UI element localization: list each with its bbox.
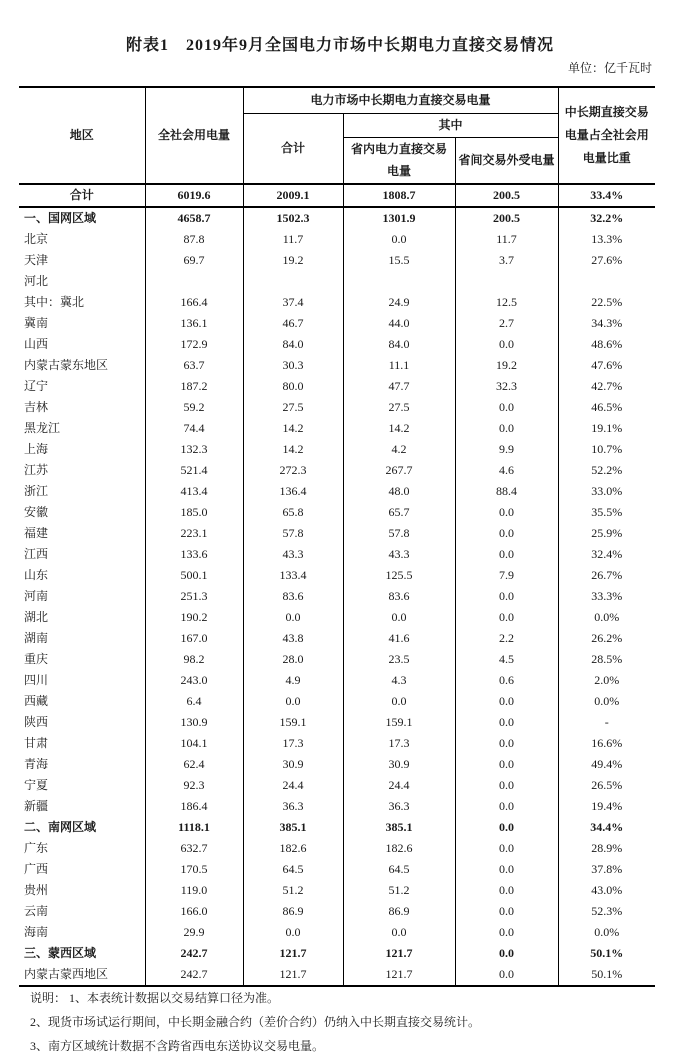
value-cell: 35.5% — [558, 502, 655, 523]
table-row — [19, 817, 655, 838]
note-line-1: 说明： 1、本表统计数据以交易结算口径为准。 — [30, 991, 280, 1005]
value-cell: 136.4 — [243, 481, 343, 502]
value-cell: 0.0 — [455, 334, 558, 355]
value-cell: 10.7% — [558, 439, 655, 460]
value-cell: 0.0% — [558, 691, 655, 712]
value-cell: 0.0 — [455, 775, 558, 796]
value-cell: 4.6 — [455, 460, 558, 481]
value-cell: 27.6% — [558, 250, 655, 271]
value-cell: 0.0 — [455, 712, 558, 733]
value-cell: 84.0 — [343, 334, 455, 355]
value-cell: 19.4% — [558, 796, 655, 817]
value-cell: 242.7 — [145, 964, 243, 986]
value-cell: 51.2 — [243, 880, 343, 901]
region-cell: 海南 — [24, 925, 49, 940]
value-cell: 187.2 — [145, 376, 243, 397]
value-cell: 132.3 — [145, 439, 243, 460]
value-cell: 0.0 — [243, 691, 343, 712]
region-cell: 重庆 — [24, 652, 49, 667]
value-cell: 41.6 — [343, 628, 455, 649]
value-cell — [558, 271, 655, 292]
value-cell: 200.5 — [455, 207, 558, 229]
table-row — [19, 628, 655, 649]
value-cell: 15.5 — [343, 250, 455, 271]
table-row — [19, 334, 655, 355]
value-cell: 28.0 — [243, 649, 343, 670]
value-cell: 0.0 — [455, 733, 558, 754]
value-cell: 24.9 — [343, 292, 455, 313]
value-cell: 104.1 — [145, 733, 243, 754]
value-cell: 521.4 — [145, 460, 243, 481]
region-cell: 宁夏 — [24, 778, 49, 793]
value-cell — [145, 271, 243, 292]
table-row — [19, 523, 655, 544]
value-cell: 385.1 — [343, 817, 455, 838]
value-cell: 167.0 — [145, 628, 243, 649]
header-row-1 — [19, 87, 655, 113]
value-cell: 65.7 — [343, 502, 455, 523]
value-cell: 0.0 — [243, 607, 343, 628]
value-cell: 17.3 — [343, 733, 455, 754]
value-cell: 28.5% — [558, 649, 655, 670]
value-cell: 0.0 — [455, 607, 558, 628]
value-cell: 4.2 — [343, 439, 455, 460]
value-cell: 243.0 — [145, 670, 243, 691]
value-cell: 34.3% — [558, 313, 655, 334]
value-cell: 32.3 — [455, 376, 558, 397]
value-cell: 24.4 — [343, 775, 455, 796]
value-cell: 0.6 — [455, 670, 558, 691]
value-cell: 119.0 — [145, 880, 243, 901]
page-title: 附表1 2019年9月全国电力市场中长期电力直接交易情况 — [125, 37, 554, 54]
value-cell: 83.6 — [243, 586, 343, 607]
value-cell: 63.7 — [145, 355, 243, 376]
value-cell: 1118.1 — [145, 817, 243, 838]
value-cell: 182.6 — [243, 838, 343, 859]
value-cell: 0.0 — [455, 418, 558, 439]
value-cell: 43.8 — [243, 628, 343, 649]
value-cell: 121.7 — [243, 943, 343, 964]
region-cell: 二、南网区域 — [24, 820, 97, 835]
value-cell: 0.0 — [343, 922, 455, 943]
value-cell: 500.1 — [145, 565, 243, 586]
table-row — [19, 376, 655, 397]
table-header — [19, 87, 655, 184]
region-cell: 湖北 — [24, 610, 49, 625]
value-cell: 64.5 — [343, 859, 455, 880]
table-row — [19, 502, 655, 523]
region-cell: 上海 — [24, 442, 49, 457]
value-cell: 4658.7 — [145, 207, 243, 229]
table-row — [19, 670, 655, 691]
value-cell: 185.0 — [145, 502, 243, 523]
header-ratio: 中长期直接交易电量占全社会用电量比重 — [558, 87, 655, 184]
value-cell: 86.9 — [243, 901, 343, 922]
value-cell: 4.5 — [455, 649, 558, 670]
region-cell: 其中：冀北 — [24, 295, 85, 310]
value-cell: 0.0 — [455, 817, 558, 838]
region-cell: 内蒙古蒙西地区 — [24, 967, 109, 982]
power-trade-table — [19, 86, 655, 987]
value-cell: 47.7 — [343, 376, 455, 397]
table-row — [19, 649, 655, 670]
table-row — [19, 754, 655, 775]
table-row — [19, 922, 655, 943]
header-total-consumption: 全社会用电量 — [145, 87, 243, 184]
value-cell: 22.5% — [558, 292, 655, 313]
value-cell: 0.0 — [455, 502, 558, 523]
value-cell: 0.0% — [558, 922, 655, 943]
value-cell: 88.4 — [455, 481, 558, 502]
value-cell: 251.3 — [145, 586, 243, 607]
region-cell: 江苏 — [24, 463, 49, 478]
value-cell: 385.1 — [243, 817, 343, 838]
value-cell: 0.0 — [455, 964, 558, 986]
value-cell: 6.4 — [145, 691, 243, 712]
value-cell: 12.5 — [455, 292, 558, 313]
table-row — [19, 565, 655, 586]
value-cell: 242.7 — [145, 943, 243, 964]
value-cell: 0.0 — [455, 544, 558, 565]
value-cell: 125.5 — [343, 565, 455, 586]
note-line-3: 3、南方区域统计数据不含跨省西电东送协议交易电量。 — [30, 1039, 325, 1053]
region-cell: 北京 — [24, 232, 49, 247]
value-cell: 74.4 — [145, 418, 243, 439]
value-cell: 11.1 — [343, 355, 455, 376]
region-cell: 吉林 — [24, 400, 49, 415]
region-cell: 河南 — [24, 589, 49, 604]
region-cell: 青海 — [24, 757, 49, 772]
value-cell: 0.0 — [455, 796, 558, 817]
table-row — [19, 733, 655, 754]
value-cell: 86.9 — [343, 901, 455, 922]
table-row — [19, 313, 655, 334]
value-cell: 11.7 — [455, 229, 558, 250]
value-cell: 92.3 — [145, 775, 243, 796]
value-cell: 3.7 — [455, 250, 558, 271]
table-row — [19, 292, 655, 313]
region-cell: 合计 — [19, 184, 145, 207]
value-cell: 14.2 — [243, 418, 343, 439]
value-cell: 34.4% — [558, 817, 655, 838]
value-cell: 65.8 — [243, 502, 343, 523]
value-cell: 87.8 — [145, 229, 243, 250]
value-cell: 2.7 — [455, 313, 558, 334]
header-among-which: 其中 — [343, 113, 558, 137]
value-cell: 267.7 — [343, 460, 455, 481]
region-cell: 辽宁 — [24, 379, 49, 394]
region-cell: 云南 — [24, 904, 49, 919]
table-row — [19, 439, 655, 460]
value-cell: 136.1 — [145, 313, 243, 334]
table-row — [19, 184, 655, 207]
value-cell: - — [558, 712, 655, 733]
value-cell: 28.9% — [558, 838, 655, 859]
region-cell: 黑龙江 — [24, 421, 61, 436]
value-cell: 0.0 — [455, 901, 558, 922]
value-cell: 24.4 — [243, 775, 343, 796]
value-cell: 43.3 — [343, 544, 455, 565]
value-cell: 6019.6 — [145, 184, 243, 207]
value-cell: 33.3% — [558, 586, 655, 607]
value-cell: 0.0 — [343, 607, 455, 628]
unit-label: 单位：亿千瓦时 — [567, 61, 652, 75]
table-row — [19, 586, 655, 607]
value-cell: 14.2 — [343, 418, 455, 439]
table-row — [19, 355, 655, 376]
value-cell: 172.9 — [145, 334, 243, 355]
region-cell: 冀南 — [24, 316, 49, 331]
value-cell: 0.0 — [455, 586, 558, 607]
value-cell: 62.4 — [145, 754, 243, 775]
value-cell: 0.0 — [455, 859, 558, 880]
region-cell: 安徽 — [24, 505, 49, 520]
value-cell: 32.2% — [558, 207, 655, 229]
value-cell: 57.8 — [243, 523, 343, 544]
region-cell: 山东 — [24, 568, 49, 583]
value-cell: 0.0 — [455, 922, 558, 943]
value-cell: 200.5 — [455, 184, 558, 207]
region-cell: 贵州 — [24, 883, 49, 898]
value-cell: 0.0 — [455, 880, 558, 901]
value-cell: 36.3 — [243, 796, 343, 817]
value-cell: 166.0 — [145, 901, 243, 922]
value-cell: 1301.9 — [343, 207, 455, 229]
value-cell: 1502.3 — [243, 207, 343, 229]
value-cell: 27.5 — [343, 397, 455, 418]
value-cell: 133.4 — [243, 565, 343, 586]
region-cell: 湖南 — [24, 631, 49, 646]
region-cell: 河北 — [24, 274, 49, 289]
value-cell: 2.2 — [455, 628, 558, 649]
region-cell: 新疆 — [24, 799, 49, 814]
value-cell: 632.7 — [145, 838, 243, 859]
value-cell: 4.9 — [243, 670, 343, 691]
value-cell: 121.7 — [343, 964, 455, 986]
region-cell: 江西 — [24, 547, 49, 562]
value-cell: 0.0% — [558, 607, 655, 628]
value-cell: 130.9 — [145, 712, 243, 733]
value-cell: 14.2 — [243, 439, 343, 460]
value-cell: 133.6 — [145, 544, 243, 565]
header-inter-received: 省间交易外受电量 — [455, 137, 558, 184]
value-cell: 26.2% — [558, 628, 655, 649]
value-cell: 413.4 — [145, 481, 243, 502]
value-cell: 33.4% — [558, 184, 655, 207]
value-cell: 42.7% — [558, 376, 655, 397]
table-row — [19, 418, 655, 439]
value-cell: 1808.7 — [343, 184, 455, 207]
table-row — [19, 607, 655, 628]
value-cell: 30.9 — [343, 754, 455, 775]
value-cell: 52.2% — [558, 460, 655, 481]
value-cell: 19.2 — [455, 355, 558, 376]
value-cell: 25.9% — [558, 523, 655, 544]
value-cell: 26.5% — [558, 775, 655, 796]
region-cell: 天津 — [24, 253, 49, 268]
value-cell: 0.0 — [343, 691, 455, 712]
table-row — [19, 712, 655, 733]
value-cell: 0.0 — [343, 229, 455, 250]
value-cell: 83.6 — [343, 586, 455, 607]
value-cell: 170.5 — [145, 859, 243, 880]
value-cell — [455, 271, 558, 292]
value-cell: 37.4 — [243, 292, 343, 313]
value-cell: 159.1 — [343, 712, 455, 733]
region-cell: 一、国网区域 — [24, 211, 97, 226]
table-row — [19, 964, 655, 986]
value-cell: 44.0 — [343, 313, 455, 334]
value-cell: 57.8 — [343, 523, 455, 544]
value-cell: 13.3% — [558, 229, 655, 250]
table-row — [19, 481, 655, 502]
value-cell: 19.1% — [558, 418, 655, 439]
value-cell: 98.2 — [145, 649, 243, 670]
region-cell: 四川 — [24, 673, 49, 688]
region-cell: 三、蒙西区域 — [24, 946, 97, 961]
region-cell: 甘肃 — [24, 736, 49, 751]
value-cell: 190.2 — [145, 607, 243, 628]
value-cell: 50.1% — [558, 943, 655, 964]
value-cell: 43.3 — [243, 544, 343, 565]
table-row — [19, 775, 655, 796]
region-cell: 广东 — [24, 841, 49, 856]
table-row — [19, 691, 655, 712]
value-cell: 26.7% — [558, 565, 655, 586]
value-cell: 4.3 — [343, 670, 455, 691]
notes-block — [30, 986, 650, 1056]
header-region: 地区 — [19, 87, 145, 184]
value-cell: 48.6% — [558, 334, 655, 355]
table-row — [19, 271, 655, 292]
header-intra-provincial: 省内电力直接交易电量 — [343, 137, 455, 184]
value-cell: 47.6% — [558, 355, 655, 376]
header-trade-total: 合计 — [243, 113, 343, 184]
region-cell: 山西 — [24, 337, 49, 352]
value-cell: 0.0 — [455, 838, 558, 859]
value-cell: 33.0% — [558, 481, 655, 502]
region-cell: 陕西 — [24, 715, 49, 730]
value-cell: 272.3 — [243, 460, 343, 481]
table-row — [19, 943, 655, 964]
value-cell: 166.4 — [145, 292, 243, 313]
value-cell: 121.7 — [343, 943, 455, 964]
value-cell: 2.0% — [558, 670, 655, 691]
value-cell: 84.0 — [243, 334, 343, 355]
table-row — [19, 397, 655, 418]
value-cell: 52.3% — [558, 901, 655, 922]
value-cell: 37.8% — [558, 859, 655, 880]
value-cell: 49.4% — [558, 754, 655, 775]
value-cell: 27.5 — [243, 397, 343, 418]
table-row — [19, 880, 655, 901]
table-row — [19, 229, 655, 250]
table-row — [19, 250, 655, 271]
value-cell: 59.2 — [145, 397, 243, 418]
value-cell: 80.0 — [243, 376, 343, 397]
value-cell: 30.3 — [243, 355, 343, 376]
region-cell: 福建 — [24, 526, 49, 541]
table-row — [19, 859, 655, 880]
value-cell: 121.7 — [243, 964, 343, 986]
value-cell: 7.9 — [455, 565, 558, 586]
value-cell: 64.5 — [243, 859, 343, 880]
value-cell: 0.0 — [455, 943, 558, 964]
value-cell: 223.1 — [145, 523, 243, 544]
value-cell: 0.0 — [455, 691, 558, 712]
region-cell: 内蒙古蒙东地区 — [24, 358, 109, 373]
header-trade-group: 电力市场中长期电力直接交易电量 — [243, 87, 558, 113]
value-cell: 36.3 — [343, 796, 455, 817]
table-row — [19, 796, 655, 817]
table-row — [19, 544, 655, 565]
value-cell: 186.4 — [145, 796, 243, 817]
value-cell: 0.0 — [455, 397, 558, 418]
value-cell: 0.0 — [455, 754, 558, 775]
value-cell: 50.1% — [558, 964, 655, 986]
region-cell: 浙江 — [24, 484, 49, 499]
table-row — [19, 460, 655, 481]
value-cell: 17.3 — [243, 733, 343, 754]
value-cell: 16.6% — [558, 733, 655, 754]
value-cell: 11.7 — [243, 229, 343, 250]
value-cell: 46.7 — [243, 313, 343, 334]
value-cell: 30.9 — [243, 754, 343, 775]
table-body — [19, 184, 655, 986]
value-cell: 48.0 — [343, 481, 455, 502]
value-cell: 0.0 — [243, 922, 343, 943]
value-cell: 159.1 — [243, 712, 343, 733]
value-cell: 69.7 — [145, 250, 243, 271]
value-cell: 182.6 — [343, 838, 455, 859]
value-cell: 0.0 — [455, 523, 558, 544]
region-cell: 西藏 — [24, 694, 49, 709]
value-cell — [343, 271, 455, 292]
table-row — [19, 207, 655, 229]
value-cell: 43.0% — [558, 880, 655, 901]
table-row — [19, 901, 655, 922]
value-cell: 23.5 — [343, 649, 455, 670]
value-cell: 9.9 — [455, 439, 558, 460]
value-cell: 29.9 — [145, 922, 243, 943]
value-cell: 2009.1 — [243, 184, 343, 207]
value-cell — [243, 271, 343, 292]
value-cell: 46.5% — [558, 397, 655, 418]
value-cell: 51.2 — [343, 880, 455, 901]
note-line-2: 2、现货市场试运行期间，中长期金融合约（差价合约）仍纳入中长期直接交易统计。 — [30, 1015, 481, 1029]
region-cell: 广西 — [24, 862, 49, 877]
value-cell: 32.4% — [558, 544, 655, 565]
value-cell: 19.2 — [243, 250, 343, 271]
table-row — [19, 838, 655, 859]
